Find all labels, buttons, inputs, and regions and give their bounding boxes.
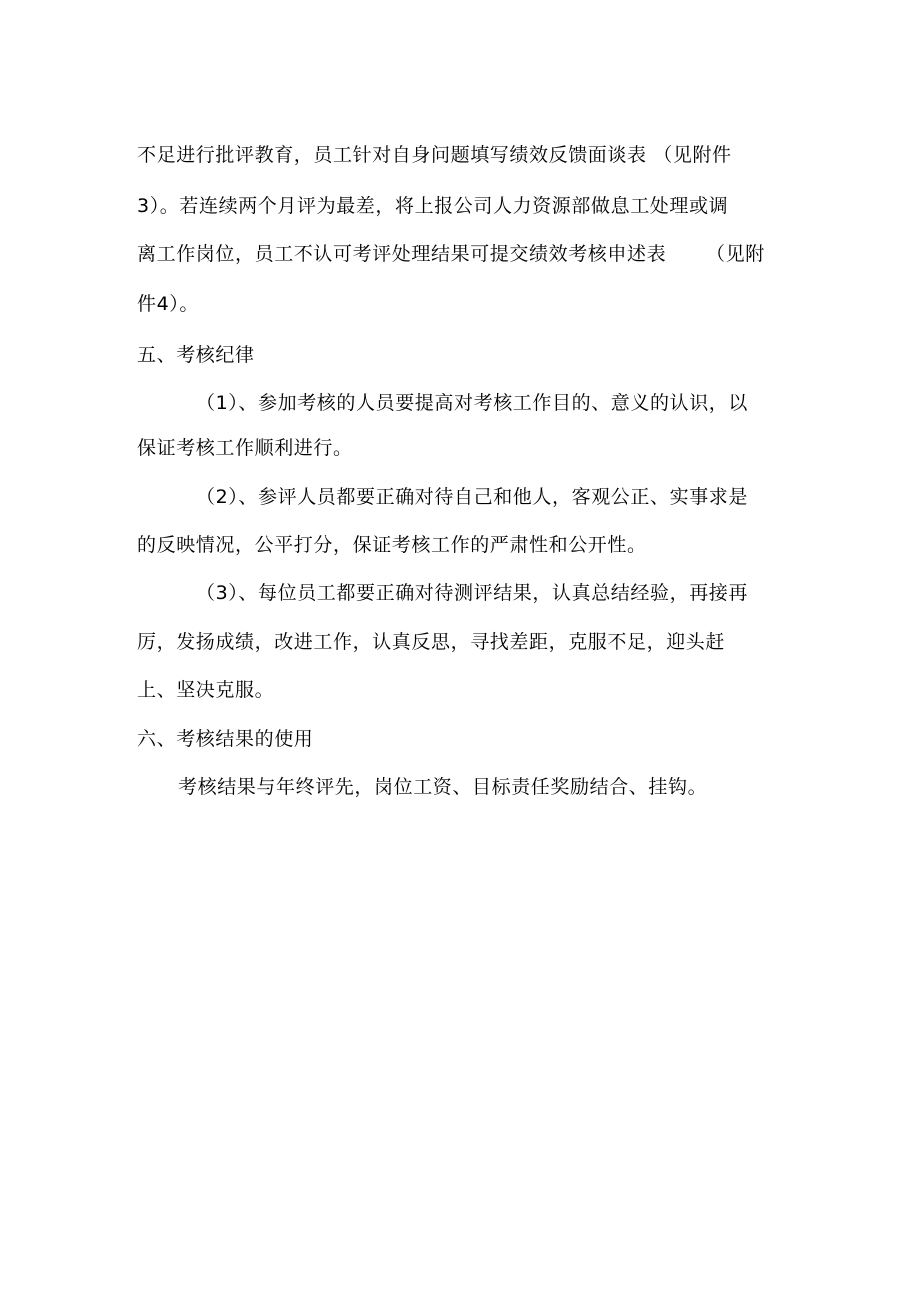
list-item-line: （2）、参评人员都要正确对待自己和他人，客观公正、实事求是 <box>196 486 748 508</box>
list-item-line: （1）、参加考核的人员要提高对考核工作目的、意义的认识，以 <box>196 392 748 414</box>
paragraph-line: 考核结果与年终评先，岗位工资、目标责任奖励结合、挂钩。 <box>178 776 708 798</box>
list-item-line: 保证考核工作顺利进行。 <box>137 437 353 459</box>
paragraph-line: 件4）。 <box>137 293 199 315</box>
list-item-line: （3）、每位员工都要正确对待测评结果，认真总结经验，再接再 <box>196 582 748 604</box>
section-heading: 六、考核结果的使用 <box>137 728 314 750</box>
paragraph-line: 离工作岗位，员工不认可考评处理结果可提交绩效考核申述表 （见附 <box>137 243 765 265</box>
paragraph-line: 3）。若连续两个月评为最差，将上报公司人力资源部做息工处理或调 <box>137 195 729 217</box>
list-item-line: 的反映情况，公平打分，保证考核工作的严肃性和公开性。 <box>137 534 647 556</box>
section-heading: 五、考核纪律 <box>137 344 255 366</box>
list-item-line: 上、坚决克服。 <box>137 679 275 701</box>
paragraph-line: 不足进行批评教育，员工针对自身问题填写绩效反馈面谈表 （见附件 <box>137 144 732 166</box>
list-item-line: 厉，发扬成绩，改进工作，认真反思，寻找差距，克服不足，迎头赶 <box>137 631 726 653</box>
